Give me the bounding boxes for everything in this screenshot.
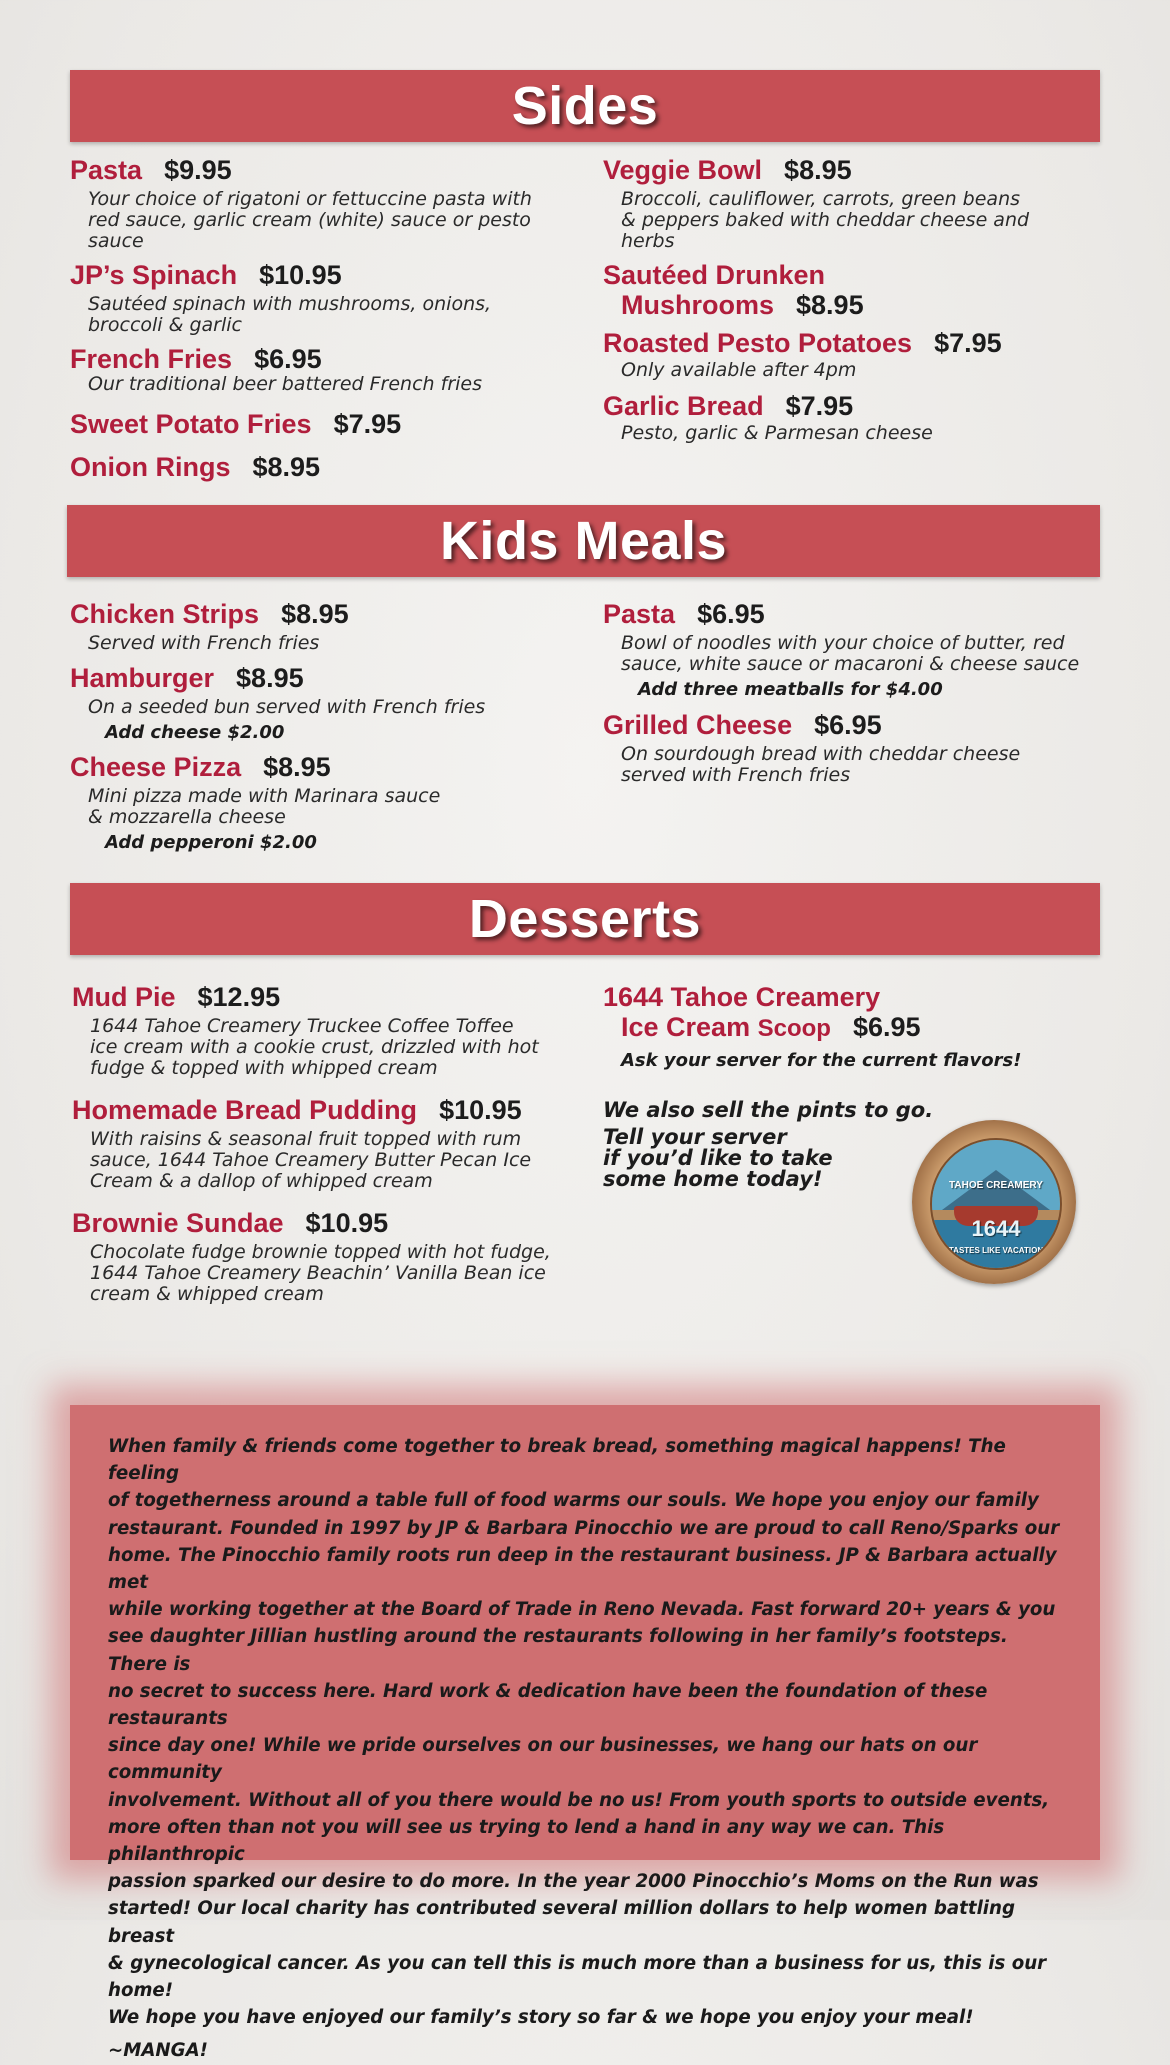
item-description (90, 1129, 602, 1192)
kids-right-column (603, 599, 1103, 786)
item-name: Hamburger (70, 663, 215, 693)
item-description (621, 744, 1103, 786)
item-note: Ask your server for the current flavors! (621, 1050, 1022, 1071)
desc-line: & peppers baked with cheddar cheese and (621, 209, 1030, 231)
desc-line: fudge & topped with whipped cream (90, 1057, 438, 1079)
item-name: Grilled Cheese (603, 710, 793, 740)
desc-line: Pesto, garlic & Parmesan cheese (621, 422, 933, 444)
desc-line: & mozzarella cheese (88, 806, 286, 828)
desc-line: herbs (621, 230, 675, 252)
item-description (88, 374, 590, 395)
desc-line: On a seeded bun served with French fries (88, 696, 486, 718)
story-line: while working together at the Board of Trade in Reno Nevada. Fast forward 20+ years & you (108, 1599, 1056, 1621)
story-line: started! Our local charity has contributed several million dollars to help women battling breast (108, 1898, 1016, 1947)
menu-item (72, 982, 602, 1079)
kids-left-column (70, 599, 590, 853)
desserts-title: Desserts (468, 889, 702, 949)
item-addon: Add three meatballs for $4.00 (638, 679, 943, 700)
tahoe-creamery-logo (912, 1120, 1076, 1284)
story-line: since day one! While we pride ourselves on our businesses, we hang our hats on our community (108, 1735, 978, 1784)
logo-bottom-text: TASTES LIKE VACATION (948, 1246, 1044, 1255)
desc-line: Broccoli, cauliflower, carrots, green beans (621, 188, 1021, 210)
menu-item (72, 1095, 602, 1192)
desserts-banner (70, 883, 1100, 955)
desc-line: Only available after 4pm (621, 359, 857, 381)
item-description (88, 633, 590, 654)
menu-item (72, 1208, 602, 1305)
item-name: Sweet Potato Fries (70, 409, 312, 439)
desc-line: With raisins & seasonal fruit topped with rum (90, 1128, 522, 1150)
item-description (621, 360, 1103, 381)
sides-banner (70, 70, 1100, 142)
story-line: more often than not you will see us trying to lend a hand in any way we can. This philanthropic (108, 1816, 945, 1866)
menu-item (603, 391, 1103, 444)
item-price: $10.95 (305, 1208, 389, 1238)
item-name: Pasta (70, 155, 143, 185)
item-name: Brownie Sundae (72, 1208, 284, 1238)
story-line: & gynecological cancer. As you can tell this is much more than a business for us, this is our home! (108, 1952, 1047, 2002)
menu-item (603, 982, 1103, 1071)
item-price: $7.95 (934, 328, 1002, 358)
desc-line: sauce, 1644 Tahoe Creamery Butter Pecan Ice (90, 1149, 532, 1171)
story-line: restaurant. Founded in 1997 by JP & Barbara Pinocchio we are proud to call Reno/Sparks our (108, 1517, 1060, 1539)
story-line: passion sparked our desire to do more. In the year 2000 Pinocchio’s Moms on the Run was (108, 1871, 1039, 1893)
menu-item (70, 452, 590, 482)
item-price: $7.95 (333, 409, 402, 439)
family-story-text (108, 1433, 1068, 2065)
item-price: $8.95 (263, 752, 331, 782)
item-name: Scoop (757, 1015, 831, 1042)
item-name: Onion Rings (70, 452, 231, 482)
menu-item (603, 260, 1103, 320)
family-story-panel (70, 1405, 1100, 2062)
desc-line: Your choice of rigatoni or fettuccine pasta with (88, 188, 532, 210)
story-line: When family & friends come together to break bread, something magical happens! The feeling (108, 1436, 1006, 1485)
sides-right-column (603, 155, 1103, 444)
menu-item (70, 409, 590, 439)
desc-line: ice cream with a cookie crust, drizzled with hot (90, 1036, 539, 1058)
item-name: French Fries (70, 344, 233, 374)
item-name: 1644 Tahoe Creamery (603, 982, 881, 1012)
story-line: of togetherness around a table full of food warms our souls. We hope you enjoy our family (108, 1490, 1039, 1512)
desserts-left-column (72, 982, 602, 1305)
item-price: $8.95 (784, 155, 852, 185)
kids-title: Kids Meals (439, 511, 728, 571)
item-name: Roasted Pesto Potatoes (603, 328, 913, 358)
desc-line: Bowl of noodles with your choice of butter, red (621, 632, 1065, 654)
item-name: Pasta (603, 599, 676, 629)
logo-top-text: TAHOE CREAMERY (949, 1180, 1043, 1191)
kids-banner (67, 505, 1100, 577)
item-price: $8.95 (796, 290, 864, 320)
item-description (90, 1242, 602, 1305)
item-description (88, 189, 590, 252)
item-name: JP’s Spinach (70, 260, 238, 290)
item-description (88, 294, 590, 336)
pints-line: We also sell the pints to go. (603, 1098, 934, 1122)
item-name: Mushrooms (621, 290, 775, 320)
menu-item (70, 155, 590, 252)
item-price: $8.95 (281, 599, 349, 629)
desc-line: cream & whipped cream (90, 1283, 324, 1305)
story-signature: ~MANGA! (108, 2040, 208, 2062)
story-line: see daughter Jillian hustling around the restaurants following in her family’s footsteps. There is (108, 1626, 1008, 1675)
sides-title: Sides (511, 76, 659, 136)
item-name: Garlic Bread (603, 391, 764, 421)
story-line: involvement. Without all of you there would be no us! From youth sports to outside events, (108, 1789, 1050, 1811)
story-line: We hope you have enjoyed our family’s story so far & we hope you enjoy your meal! (108, 2007, 974, 2029)
item-addon: Add pepperoni $2.00 (105, 832, 317, 853)
menu-item (603, 155, 1103, 252)
item-description (621, 423, 1103, 444)
item-price: $7.95 (785, 391, 854, 421)
item-name: Homemade Bread Pudding (72, 1095, 418, 1125)
pints-line: some home today! (603, 1167, 823, 1191)
item-description (621, 633, 1103, 675)
item-price: $10.95 (259, 260, 342, 290)
menu-item (603, 328, 1103, 381)
logo-number: 1644 (971, 1216, 1021, 1241)
logo-badge (930, 1138, 1062, 1270)
item-name: Cheese Pizza (70, 752, 242, 782)
item-name: Sautéed Drunken (603, 260, 826, 290)
desc-line: broccoli & garlic (88, 314, 242, 336)
pints-line: Tell your server (603, 1125, 787, 1149)
item-price: $6.95 (852, 1012, 921, 1042)
item-description (90, 1016, 602, 1079)
item-name: Chicken Strips (70, 599, 260, 629)
story-line: home. The Pinocchio family roots run deep in the restaurant business. JP & Barbara actually met (108, 1544, 1057, 1594)
item-price: $6.95 (814, 710, 882, 740)
desc-line: Cream & a dallop of whipped cream (90, 1170, 433, 1192)
desc-line: Served with French fries (88, 632, 320, 654)
menu-item (70, 344, 590, 395)
menu-item (70, 599, 590, 654)
story-line: no secret to success here. Hard work & dedication have been the foundation of these restaurants (108, 1680, 988, 1730)
menu-item (70, 260, 590, 336)
menu-item (70, 752, 590, 853)
desc-line: sauce (88, 230, 144, 252)
desc-line: Chocolate fudge brownie topped with hot fudge, (90, 1241, 551, 1263)
desc-line: 1644 Tahoe Creamery Beachin’ Vanilla Bean ice (90, 1262, 546, 1284)
desc-line: Our traditional beer battered French fries (88, 373, 482, 395)
desc-line: 1644 Tahoe Creamery Truckee Coffee Toffee (90, 1015, 514, 1037)
item-description (88, 697, 590, 718)
item-name: Veggie Bowl (603, 155, 763, 185)
desc-line: Mini pizza made with Marinara sauce (88, 785, 441, 807)
pints-line: if you’d like to take (603, 1146, 833, 1170)
item-price: $12.95 (197, 982, 281, 1012)
item-price: $8.95 (236, 663, 304, 693)
menu-item (603, 710, 1103, 786)
desc-line: served with French fries (621, 764, 851, 786)
desc-line: red sauce, garlic cream (white) sauce or pesto (88, 209, 531, 231)
item-description (621, 189, 1103, 252)
item-name: Ice Cream (621, 1012, 751, 1042)
item-name: Mud Pie (72, 982, 176, 1012)
sides-left-column (70, 155, 590, 482)
item-price: $10.95 (439, 1095, 522, 1125)
item-price: $8.95 (252, 452, 321, 482)
menu-item (70, 663, 590, 743)
desc-line: Sautéed spinach with mushrooms, onions, (88, 293, 492, 315)
item-price: $9.95 (164, 155, 232, 185)
desc-line: sauce, white sauce or macaroni & cheese sauce (621, 653, 1080, 675)
item-description (88, 786, 590, 828)
item-addon: Add cheese $2.00 (105, 722, 285, 743)
menu-item (603, 599, 1103, 700)
item-price: $6.95 (254, 344, 322, 374)
desc-line: On sourdough bread with cheddar cheese (621, 743, 1021, 765)
item-price: $6.95 (697, 599, 765, 629)
